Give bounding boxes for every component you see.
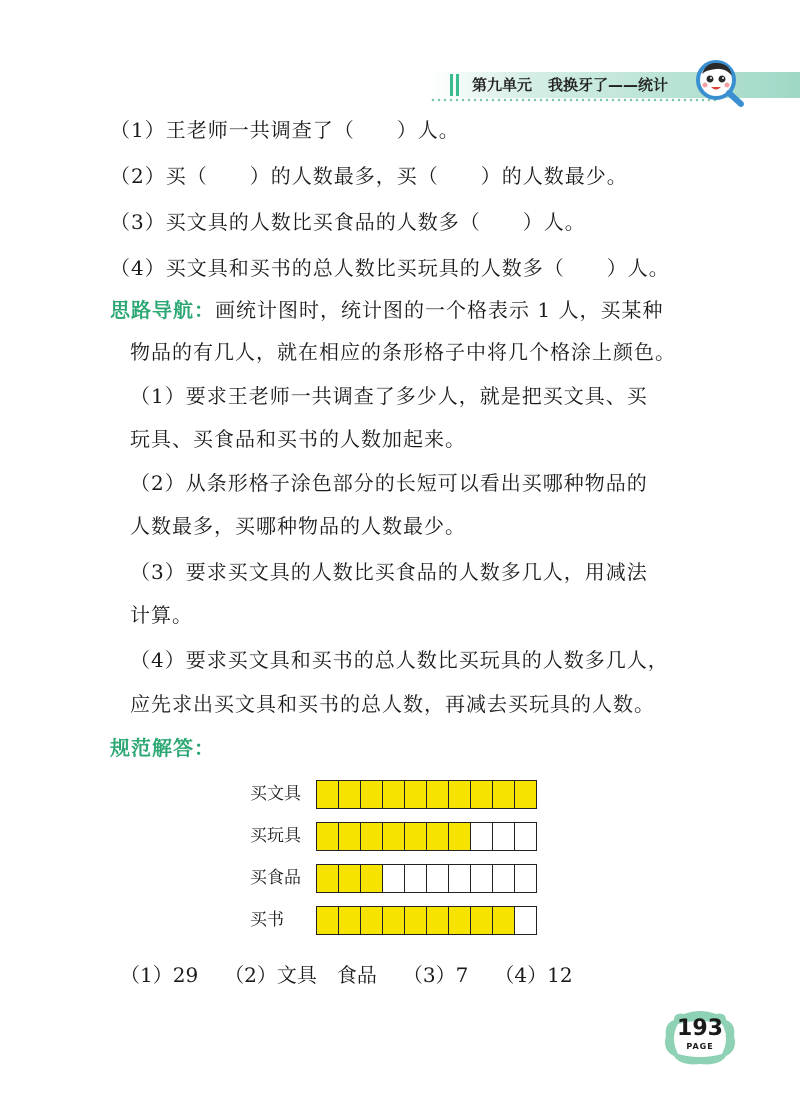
guide-label: 思路导航： <box>110 298 215 322</box>
chart-category-label: 买食品 <box>250 868 301 888</box>
guide-p1-line-1: （1）要求王老师一共调查了多少人，就是把买文具、买 <box>130 384 648 408</box>
chart-cell-filled <box>360 906 383 935</box>
answer-4: （4）12 <box>494 963 573 987</box>
guide-p3-line-2: 计算。 <box>130 603 193 627</box>
answer-1: （1）29 <box>120 963 199 987</box>
header-bar-marks <box>450 74 464 96</box>
chart-cell-filled <box>404 780 427 809</box>
chart-cell-filled <box>382 780 405 809</box>
guide-p2-line-2: 人数最多，买哪种物品的人数最少。 <box>130 514 466 538</box>
chart-cell-filled <box>338 780 361 809</box>
answer-label-line <box>110 733 215 763</box>
question-1: （1）王老师一共调查了（ ）人。 <box>110 118 460 142</box>
chart-cell-empty <box>492 864 515 893</box>
chart-cell-filled <box>360 780 383 809</box>
chapter-title: 我换牙了——统计 <box>548 76 669 94</box>
chart-cell-filled <box>316 822 339 851</box>
page-number: 193 <box>677 1016 723 1041</box>
header-dotted-rule <box>430 98 720 102</box>
question-3: （3）买文具的人数比买食品的人数多（ ）人。 <box>110 210 586 234</box>
chart-cell-filled <box>426 906 449 935</box>
chart-cell-filled <box>404 822 427 851</box>
header-title <box>472 72 668 98</box>
chart-cell-filled <box>492 906 515 935</box>
chart-cell-filled <box>448 822 471 851</box>
chart-cell-empty <box>404 864 427 893</box>
chart-cell-empty <box>382 864 405 893</box>
chart-category-label: 买文具 <box>250 784 301 804</box>
chart-cell-empty <box>426 864 449 893</box>
guide-p4-line-2: 应先求出买文具和买书的总人数，再减去买玩具的人数。 <box>130 692 655 716</box>
guide-p1-line-2: 玩具、买食品和买书的人数加起来。 <box>130 427 466 451</box>
chart-cell-filled <box>382 906 405 935</box>
chart-cell-filled <box>316 780 339 809</box>
chart-cell-empty <box>470 864 493 893</box>
bar-grid-chart <box>250 780 570 940</box>
guide-intro-text-1: 画统计图时，统计图的一个格表示 1 人，买某种 <box>215 298 664 322</box>
chart-cell-empty <box>492 822 515 851</box>
chart-cell-filled <box>360 864 383 893</box>
answer-2: （2）文具 食品 <box>224 963 377 987</box>
page-word: PAGE <box>686 1042 714 1051</box>
page-header <box>0 58 800 106</box>
chart-cell-filled <box>448 906 471 935</box>
chart-category-label: 买玩具 <box>250 826 301 846</box>
chart-cell-empty <box>514 906 537 935</box>
answer-label: 规范解答： <box>110 736 215 760</box>
chart-cell-filled <box>470 780 493 809</box>
chart-cell-filled <box>360 822 383 851</box>
guide-p3-line-1: （3）要求买文具的人数比买食品的人数多几人，用减法 <box>130 560 648 584</box>
chart-cell-empty <box>514 822 537 851</box>
unit-label: 第九单元 <box>472 76 533 94</box>
guide-p2-line-1: （2）从条形格子涂色部分的长短可以看出买哪种物品的 <box>130 471 648 495</box>
chart-cell-empty <box>448 864 471 893</box>
chart-cell-empty <box>470 822 493 851</box>
chart-category-label: 买书 <box>250 910 284 930</box>
guide-intro-line-1 <box>110 295 663 325</box>
chart-cell-filled <box>426 822 449 851</box>
mascot-magnifier-icon <box>694 58 746 108</box>
chart-cell-filled <box>338 906 361 935</box>
chart-cell-filled <box>338 822 361 851</box>
chart-cell-empty <box>514 864 537 893</box>
chart-cell-filled <box>404 906 427 935</box>
answers-line <box>120 960 573 990</box>
chart-cell-filled <box>514 780 537 809</box>
guide-intro-line-2: 物品的有几人，就在相应的条形格子中将几个格涂上颜色。 <box>130 340 676 364</box>
question-4: （4）买文具和买书的总人数比买玩具的人数多（ ）人。 <box>110 256 670 280</box>
guide-p4-line-1: （4）要求买文具和买书的总人数比买玩具的人数多几人， <box>130 648 669 672</box>
chart-cell-filled <box>382 822 405 851</box>
chart-cell-filled <box>316 906 339 935</box>
chart-cell-filled <box>338 864 361 893</box>
chart-cell-filled <box>426 780 449 809</box>
chart-cell-filled <box>492 780 515 809</box>
chart-cell-filled <box>316 864 339 893</box>
answer-3: （3）7 <box>402 963 469 987</box>
chart-cell-filled <box>448 780 471 809</box>
question-2: （2）买（ ）的人数最多，买（ ）的人数最少。 <box>110 164 628 188</box>
chart-cell-filled <box>470 906 493 935</box>
